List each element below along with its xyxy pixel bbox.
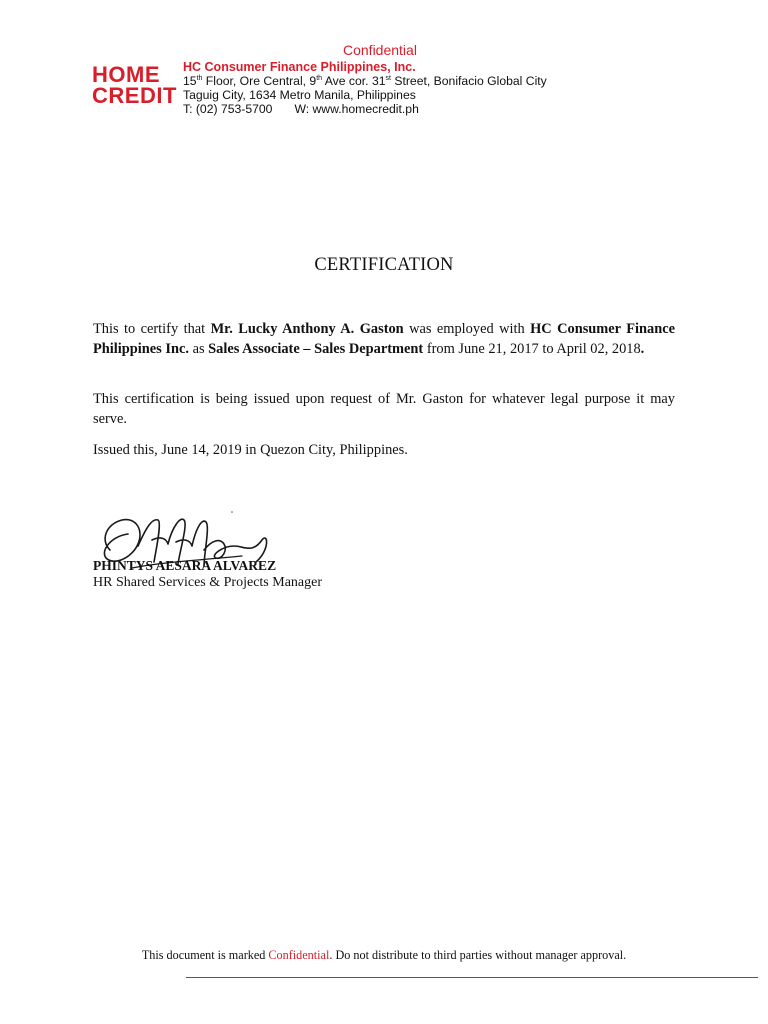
logo-line-credit: CREDIT (92, 83, 177, 108)
purpose-paragraph: This certification is being issued upon request of Mr. Gaston for whatever legal purpose it may serve. (93, 391, 675, 427)
issued-paragraph: Issued this, June 14, 2019 in Quezon City, Philippines. (93, 442, 408, 458)
address-line-1: 15th Floor, Ore Central, 9th Ave cor. 31st Street, Bonifacio Global City (183, 74, 547, 88)
employee-name: Mr. Lucky Anthony A. Gaston (210, 321, 404, 337)
home-credit-logo (92, 64, 180, 108)
logo-line-home: HOME (92, 62, 160, 87)
address-line-2: Taguig City, 1634 Metro Manila, Philippines (183, 88, 416, 102)
phone-number: T: (02) 753-5700 (183, 102, 273, 116)
document-title: CERTIFICATION (314, 255, 454, 275)
footer-divider (186, 977, 758, 978)
contact-row (183, 102, 547, 116)
footer-confidential-word: Confidential (268, 948, 330, 962)
employer-name: HC Consumer Finance Philippines Inc. (93, 321, 675, 357)
employee-role: Sales Associate – Sales Department (208, 340, 424, 357)
signatory-position: HR Shared Services & Projects Manager (93, 575, 322, 590)
website-address: W: www.homecredit.ph (294, 102, 419, 116)
certification-paragraph: This to certify that Mr. Lucky Anthony A. Gaston was employed with HC Consumer Finance Philippines Inc. as Sales Associate – Sales Department from June 21, 2017 to April 02, 2018. (93, 321, 675, 357)
company-letterhead (183, 60, 547, 116)
signatory-name: PHINTYS AESARA ALVAREZ (93, 558, 277, 573)
confidential-header-label: Confidential (343, 42, 417, 58)
company-name: HC Consumer Finance Philippines, Inc. (183, 60, 416, 74)
confidentiality-footer: This document is marked Confidential. Do not distribute to third parties without manager approval. (141, 948, 627, 962)
